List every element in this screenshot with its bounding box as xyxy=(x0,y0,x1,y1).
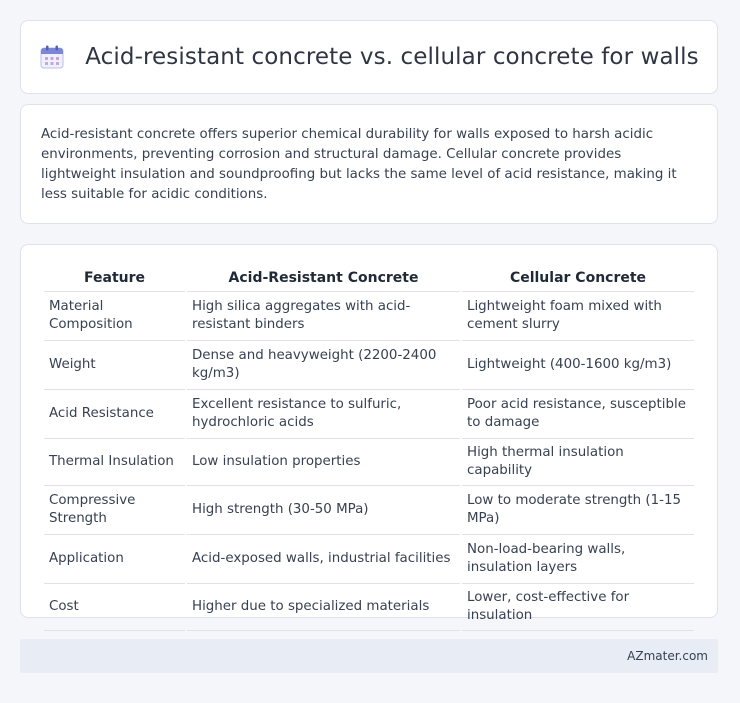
table-row xyxy=(44,439,694,486)
table-card xyxy=(20,244,718,623)
cell-feature: Acid Resistance xyxy=(44,390,185,439)
footer-bar xyxy=(20,639,718,673)
header-card xyxy=(20,20,718,94)
footer-site-link[interactable]: AZmater.com xyxy=(627,649,708,663)
page-title: Acid-resistant concrete vs. cellular concrete for walls xyxy=(85,44,699,70)
cell-cellular: Lower, cost-effective for insulation xyxy=(462,584,694,631)
cell-acid-resistant: Low insulation properties xyxy=(187,439,460,486)
cell-acid-resistant: Acid-exposed walls, industrial facilities xyxy=(187,535,460,584)
table-row xyxy=(44,584,694,631)
cell-feature: Cost xyxy=(44,584,185,631)
table-row xyxy=(44,535,694,584)
cell-cellular: Lightweight (400-1600 kg/m3) xyxy=(462,341,694,390)
cell-cellular: Poor acid resistance, susceptible to damage xyxy=(462,390,694,439)
calendar-icon xyxy=(39,44,65,70)
cell-acid-resistant: High silica aggregates with acid-resistant binders xyxy=(187,292,460,341)
table-row xyxy=(44,486,694,535)
cell-acid-resistant: Higher due to specialized materials xyxy=(187,584,460,631)
table-header-row xyxy=(44,265,694,292)
cell-feature: Weight xyxy=(44,341,185,390)
cell-feature: Compressive Strength xyxy=(44,486,185,535)
comparison-table xyxy=(42,265,696,631)
title-wrap xyxy=(39,44,699,70)
cell-cellular: Lightweight foam mixed with cement slurry xyxy=(462,292,694,341)
summary-card xyxy=(20,104,718,224)
cell-acid-resistant: High strength (30-50 MPa) xyxy=(187,486,460,535)
cell-cellular: High thermal insulation capability xyxy=(462,439,694,486)
header-feature: Feature xyxy=(44,265,185,292)
cell-feature: Application xyxy=(44,535,185,584)
cell-feature: Material Composition xyxy=(44,292,185,341)
summary-text: Acid-resistant concrete offers superior chemical durability for walls exposed to harsh acidic environments, preventing corrosion and structural damage. Cellular concrete provides lightweight insulation and soundproofing but lacks the same level of acid resistance, making it less suitable for acidic conditions. xyxy=(41,127,677,202)
header-cellular: Cellular Concrete xyxy=(462,265,694,292)
cell-acid-resistant: Excellent resistance to sulfuric, hydrochloric acids xyxy=(187,390,460,439)
table-row xyxy=(44,341,694,390)
cell-feature: Thermal Insulation xyxy=(44,439,185,486)
cell-acid-resistant: Dense and heavyweight (2200-2400 kg/m3) xyxy=(187,341,460,390)
header-acid-resistant: Acid-Resistant Concrete xyxy=(187,265,460,292)
table-row xyxy=(44,390,694,439)
cell-cellular: Low to moderate strength (1-15 MPa) xyxy=(462,486,694,535)
cell-cellular: Non-load-bearing walls, insulation layers xyxy=(462,535,694,584)
table-row xyxy=(44,292,694,341)
